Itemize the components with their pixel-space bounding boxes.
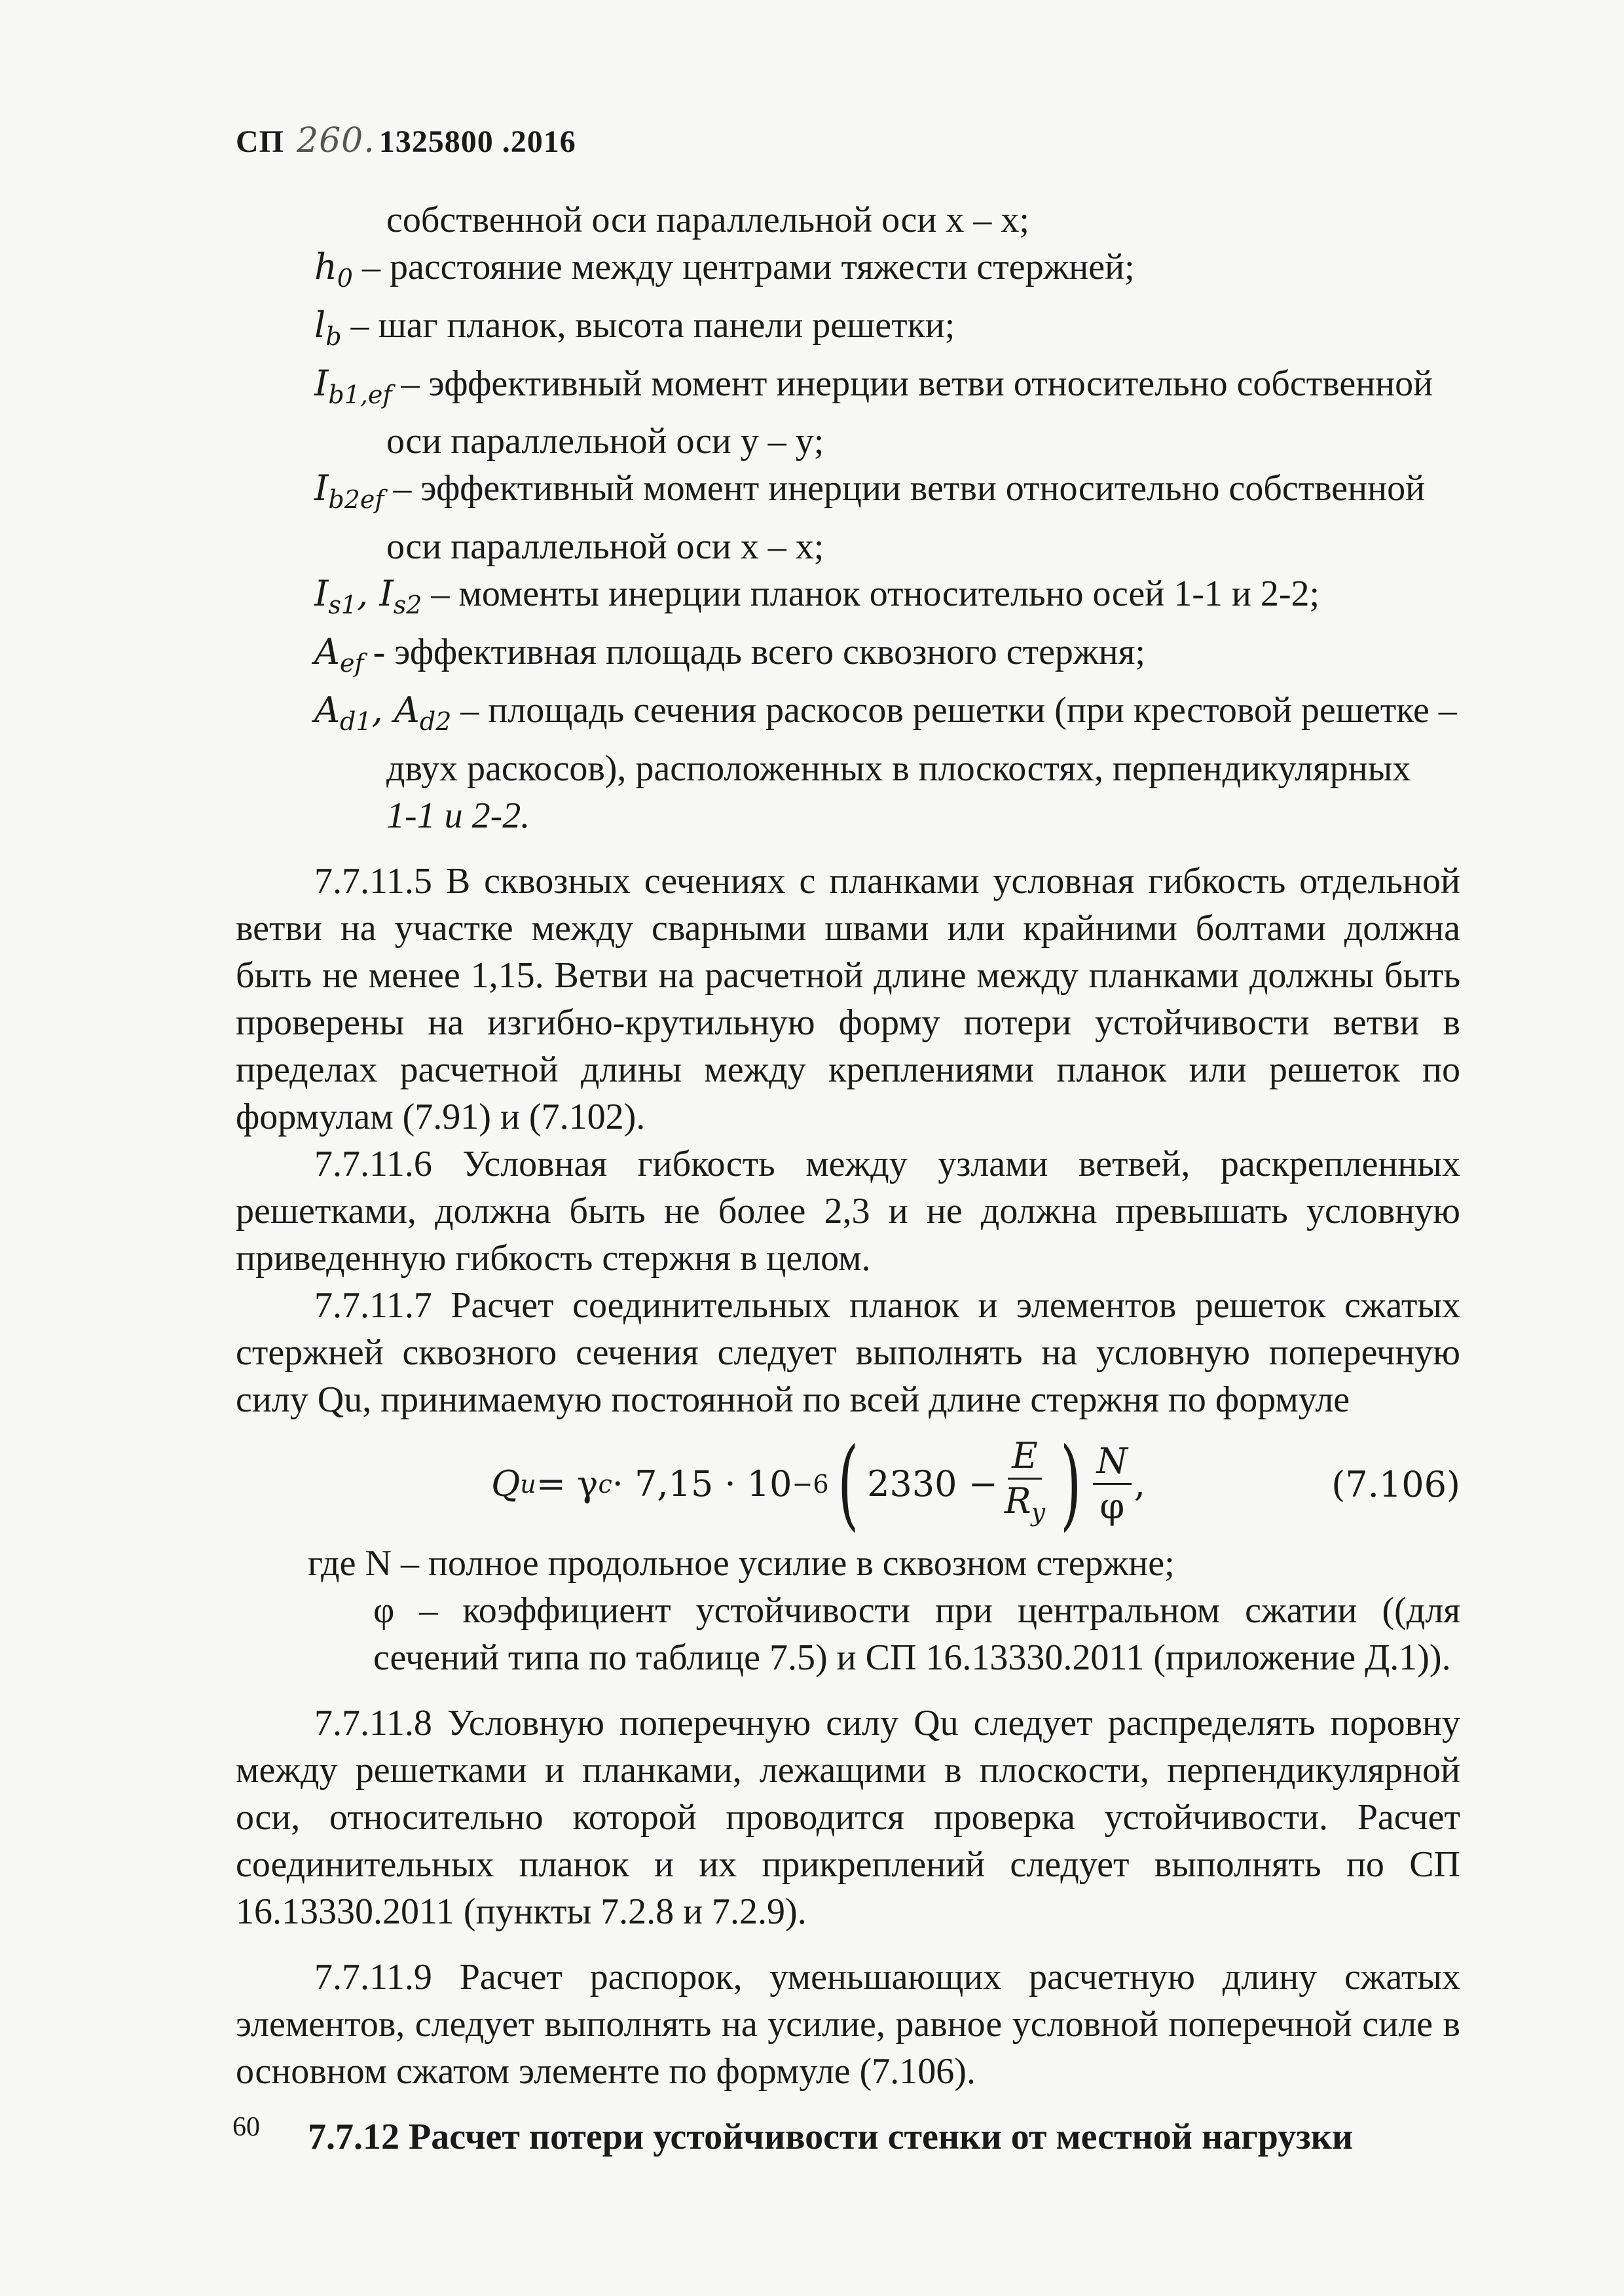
symbol-i: , I: [357, 573, 394, 615]
definition-text: – моменты инерции планок относительно осей 1-1 и 2-2;: [422, 574, 1320, 615]
definition-text: – шаг планок, высота панели решетки;: [341, 304, 955, 346]
formula-7-106: [236, 1429, 1460, 1540]
definition-text: - эффективная площадь всего сквозного стержня;: [363, 631, 1145, 672]
formula-expression: [491, 1427, 1146, 1541]
symbol-a: A: [314, 689, 340, 731]
definition-continuation: собственной оси параллельной оси x – x;: [386, 200, 1029, 240]
symbol-sub: s1: [328, 590, 358, 619]
formula-mid: · 7,15 · 10: [612, 1463, 792, 1504]
definition-text: – расстояние между центрами тяжести стержней;: [352, 247, 1135, 287]
formula-fraction-n-phi: [1093, 1440, 1132, 1528]
formula-fraction-e-ry: [1001, 1434, 1049, 1534]
fraction-numerator: E: [1008, 1434, 1041, 1480]
formula-lhs: Q: [491, 1463, 521, 1504]
definition-text: – эффективный момент инерции ветви относительно собственной: [384, 468, 1426, 509]
document-header: [236, 121, 576, 160]
paragraph-7-7-11-7: 7.7.11.7 Расчет соединительных планок и элементов решеток сжатых стержней сквозного сечения следует выполнять на условную поперечную силу Qu, принимаемую постоянной по всей длине стержня по формуле: [236, 1285, 1460, 1420]
header-code: 1325800: [378, 124, 494, 159]
definition-continuation: оси параллельной оси y – y;: [386, 421, 824, 462]
paragraph-7-7-11-6: 7.7.11.6 Условная гибкость между узлами ветвей, раскрепленных решетками, должна быть не более 2,3 и не должна превышать условную приведенную гибкость стержня в целом.: [236, 1143, 1460, 1279]
definition-text: – эффективный момент инерции ветви относительно собственной: [392, 363, 1433, 404]
where-n: где N – полное продольное усилие в сквозном стержне;: [308, 1542, 1175, 1584]
definition-ib1: [236, 360, 1460, 418]
definition-continuation: 1-1 и 2-2.: [386, 795, 530, 836]
formula-paren-right: ): [1060, 1427, 1082, 1541]
fraction-denominator: φ: [1099, 1485, 1125, 1527]
paragraph-7-7-11-5: 7.7.11.5 В сквозных сечениях с планками условная гибкость отдельной ветви на участке между сварными швами или крайними болтами должна быть не менее 1,15. Ветви на расчетной длине между планками должны быть проверены на изгибно-крутильную форму потери устойчивости ветви в пределах расчетной длины между креплениями планок или решеток по формулам (7.91) и (7.102).: [236, 860, 1460, 1137]
document-body: [236, 196, 1460, 2160]
header-year: .2016: [502, 124, 576, 159]
symbol-sub: b1,ef: [328, 380, 392, 409]
symbol-sub: b: [325, 321, 342, 351]
definition-lb: [236, 302, 1460, 360]
symbol-sub: ef: [340, 648, 364, 678]
formula-lhs-sub: u: [520, 1469, 536, 1499]
fraction-numerator: N: [1093, 1440, 1132, 1485]
formula-inner: 2330 −: [867, 1463, 998, 1504]
formula-eq: = γ: [536, 1463, 599, 1504]
definition-continuation: оси параллельной оси x – x;: [386, 526, 824, 568]
definition-h0: [236, 244, 1460, 302]
definition-aef: [236, 629, 1460, 687]
symbol-i: I: [314, 467, 329, 509]
symbol-h: h: [314, 246, 337, 287]
symbol-sub: d1: [340, 706, 372, 736]
formula-tail: ,: [1134, 1463, 1146, 1504]
symbol-sub: b2ef: [328, 485, 384, 515]
definition-ad: [236, 687, 1460, 745]
definition-ib2: [236, 465, 1460, 523]
symbol-sub: 0: [337, 263, 353, 293]
definition-text: – площадь сечения раскосов решетки (при крестовой решетке –: [451, 689, 1457, 731]
section-heading-7-7-12: 7.7.12 Расчет потери устойчивости стенки от местной нагрузки: [308, 2116, 1354, 2157]
symbol-a: , A: [371, 689, 420, 731]
formula-exponent: −6: [792, 1469, 829, 1499]
formula-paren-left: (: [837, 1427, 858, 1541]
formula-number: (7.106): [1331, 1463, 1460, 1505]
paragraph-7-7-11-8: 7.7.11.8 Условную поперечную силу Qu следует распределять поровну между решетками и планками, лежащими в плоскости, перпендикулярной оси, относительно которой проводится проверка устойчивости. Расчет соединительных планок и их прикреплений следует выполнять по СП 16.13330.2011 (пункты 7.2.8 и 7.2.9).: [236, 1702, 1460, 1932]
symbol-l: l: [314, 304, 326, 346]
where-phi: φ – коэффициент устойчивости при центральном сжатии ((для сечений типа по таблице 7.5) и СП 16.13330.2011 (приложение Д.1)).: [373, 1590, 1460, 1678]
paragraph-7-7-11-9: 7.7.11.9 Расчет распорок, уменьшающих расчетную длину сжатых элементов, следует выполнять на усилие, равное условной поперечной силе в основном сжатом элементе по формуле (7.106).: [236, 1956, 1460, 2092]
page-number: 60: [232, 2112, 260, 2142]
formula-gamma-sub: c: [598, 1469, 612, 1499]
header-prefix: СП: [236, 124, 284, 159]
symbol-sub: d2: [419, 706, 452, 736]
symbol-i: I: [314, 362, 329, 404]
definition-continuation: двух раскосов), расположенных в плоскостях, перпендикулярных: [386, 748, 1411, 789]
symbol-sub: s2: [393, 590, 422, 619]
definition-is: [236, 570, 1460, 629]
fraction-denominator: $R_y$: [1004, 1480, 1046, 1527]
symbol-i: I: [314, 573, 329, 615]
symbol-a: A: [314, 630, 340, 672]
header-handwritten-number: 260.: [297, 121, 375, 160]
